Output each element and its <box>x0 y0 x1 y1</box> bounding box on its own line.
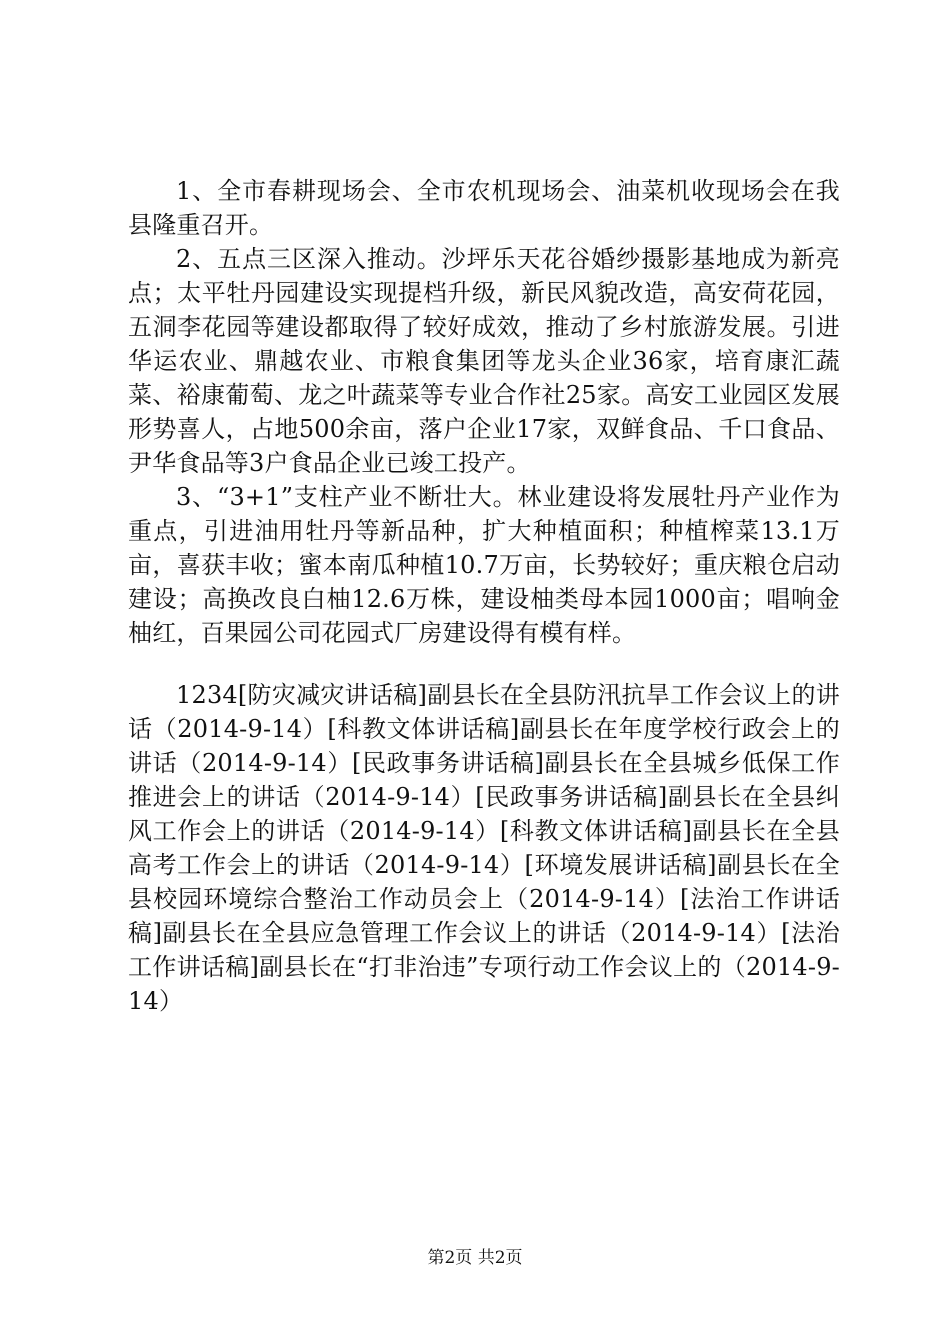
paragraph-3: 3、“3+1”支柱产业不断壮大。林业建设将发展牡丹产业作为重点，引进油用牡丹等新品种，扩大种植面积；种植榨菜13.1万亩，喜获丰收；蜜本南瓜种植10.7万亩，长势较好；重庆粮仓启动建设；高换改良白柚12.6万株，建设柚类母本园1000亩；唱响金柚红，百果园公司花园式厂房建设得有模有样。 <box>128 483 840 647</box>
document-body <box>128 174 840 1018</box>
related-links-paragraph: 1234[防灾减灾讲话稿]副县长在全县防汛抗旱工作会议上的讲话（2014-9-14）[科教文体讲话稿]副县长在年度学校行政会上的讲话（2014-9-14）[民政事务讲话稿]副县长在全县城乡低保工作推进会上的讲话（2014-9-14）[民政事务讲话稿]副县长在全县纠风工作会上的讲话（2014-9-14）[科教文体讲话稿]副县长在全县高考工作会上的讲话（2014-9-14）[环境发展讲话稿]副县长在全县校园环境综合整治工作动员会上（2014-9-14）[法治工作讲话稿]副县长在全县应急管理工作会议上的讲话（2014-9-14）[法治工作讲话稿]副县长在“打非治违”专项行动工作会议上的（2014-9-14） <box>128 681 840 1015</box>
page-number-footer: 第2页 共2页 <box>427 1248 523 1268</box>
paragraph-1: 1、全市春耕现场会、全市农机现场会、油菜机收现场会在我县隆重召开。 <box>128 177 840 239</box>
paragraph-2: 2、五点三区深入推动。沙坪乐天花谷婚纱摄影基地成为新亮点；太平牡丹园建设实现提档升级，新民风貌改造，高安荷花园，五洞李花园等建设都取得了较好成效，推动了乡村旅游发展。引进华运农业、鼎越农业、市粮食集团等龙头企业36家，培育康汇蔬菜、裕康葡萄、龙之叶蔬菜等专业合作社25家。高安工业园区发展形势喜人，占地500余亩，落户企业17家，双鲜食品、千口食品、尹华食品等3户食品企业已竣工投产。 <box>128 245 840 477</box>
